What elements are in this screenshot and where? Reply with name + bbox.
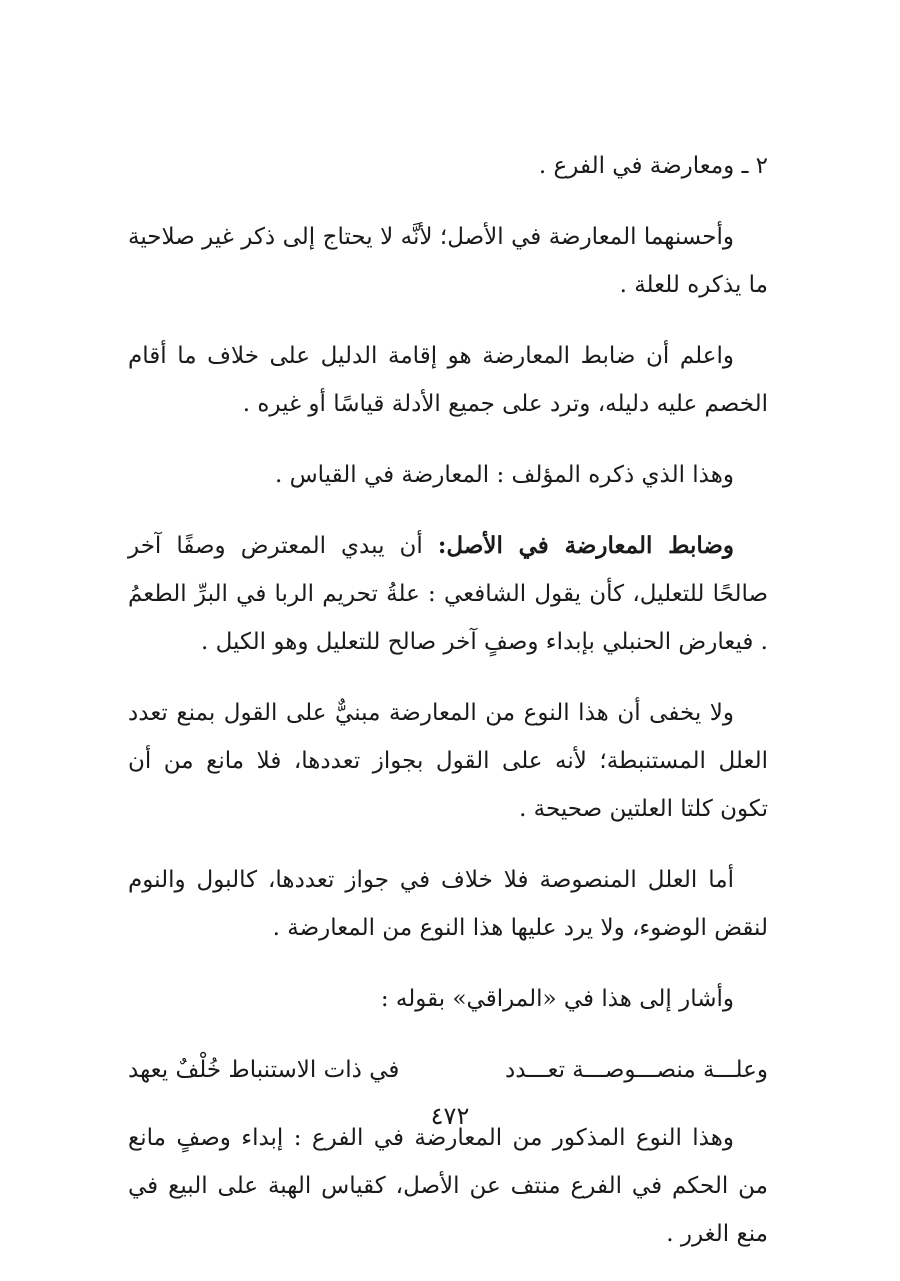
paragraph-mansusa [128,856,768,952]
poem-verse [128,1046,768,1094]
paragraph-text: وهذا الذي ذكره المؤلف : المعارضة في القياس . [274,462,734,488]
paragraph-text: أن يبدي المعترض وصفًا آخر صالحًا للتعليل، كأن يقول الشافعي : علةُ تحريم الربا في البرِّ الطعمُ . فيعارض الحنبلي بإبداء وصفٍ آخر صالح للتعليل وهو الكيل . [128,533,768,655]
paragraph-text: أما العلل المنصوصة فلا خلاف في جواز تعددها، كالبول والنوم لنقض الوضوء، ولا يرد عليها هذا النوع من المعارضة . [128,867,768,941]
paragraph-bold-lead: وضابط المعارضة في الأصل: [437,532,734,559]
paragraph-text: وهذا النوع المذكور من المعارضة في الفرع : إبداء وصفٍ مانع من الحكم في الفرع منتف عن الأصل، كقياس الهبة على البيع في منع الغرر . [128,1125,768,1247]
paragraph-text: واعلم أن ضابط المعارضة هو إقامة الدليل على خلاف ما أقام الخصم عليه دليله، وترد على جميع الأدلة قياسًا أو غيره . [128,343,768,417]
paragraph-text: وأحسنهما المعارضة في الأصل؛ لأنَّه لا يحتاج إلى ذكر غير صلاحية ما يذكره للعلة . [128,224,768,298]
paragraph-item-2 [128,142,768,190]
paragraph-maraqi-intro [128,975,768,1023]
paragraph-definition [128,332,768,428]
verse-first-hemistich: وعلـــة منصـــوصـــة تعـــدد [504,1057,768,1083]
paragraph-author-note [128,451,768,499]
paragraph-preference [128,213,768,309]
verse-second-hemistich: في ذات الاستنباط خُلْفٌ يعهد [128,1057,400,1083]
paragraph-far-opposition [128,1114,768,1258]
paragraph-asl-criterion [128,522,768,666]
paragraph-istinbat [128,689,768,833]
page-number: ٤٧٢ [430,1102,470,1130]
paragraph-text: وأشار إلى هذا في «المراقي» بقوله : [380,986,734,1012]
paragraph-text: ولا يخفى أن هذا النوع من المعارضة مبنيٌّ على القول بمنع تعدد العلل المستنبطة؛ لأنه على القول بجواز تعددها، فلا مانع من أن تكون كلتا العلتين صحيحة . [128,700,768,822]
paragraph-text: ٢ ـ ومعارضة في الفرع . [538,153,768,179]
